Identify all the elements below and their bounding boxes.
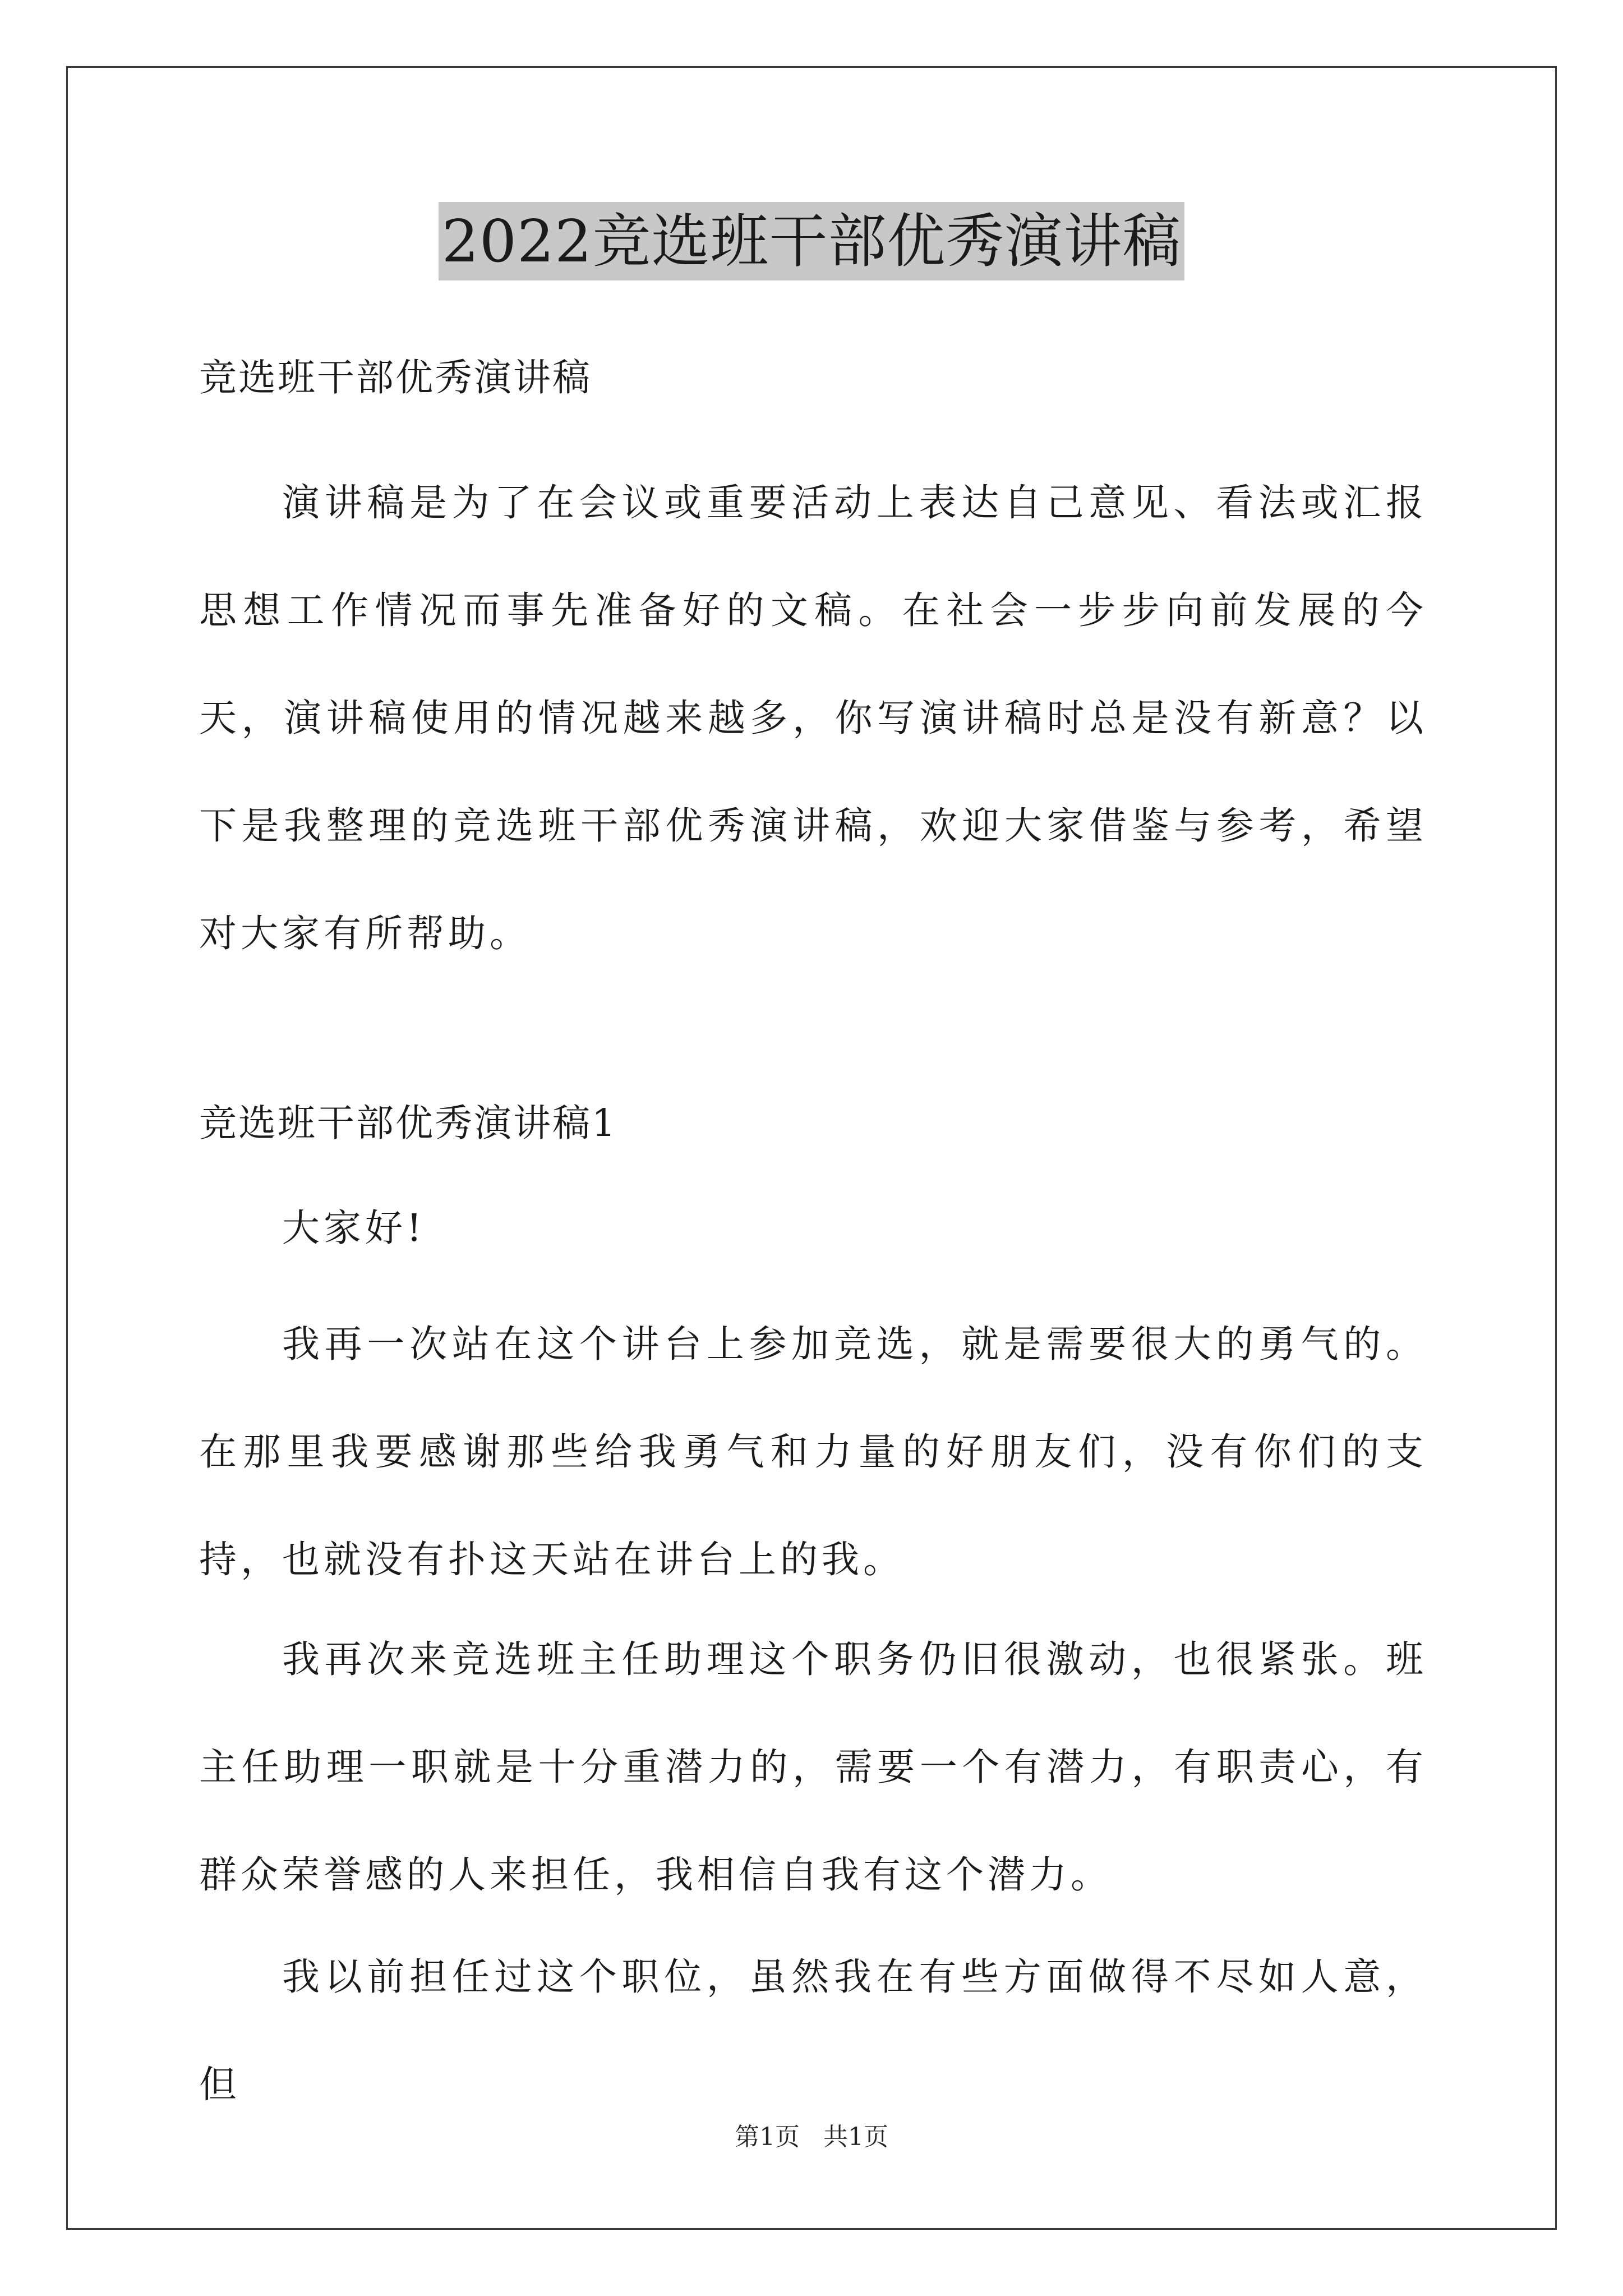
body-paragraph-1: 我再一次站在这个讲台上参加竞选，就是需要很大的勇气的。在那里我要感谢那些给我勇气和力量的好朋友们，没有你们的支持，也就没有扑这天站在讲台上的我。 <box>199 1322 1427 1581</box>
body-paragraph-2: 我再次来竞选班主任助理这个职务仍旧很激动，也很紧张。班主任助理一职就是十分重潜力的，需要一个有潜力，有职责心，有群众荣誉感的人来担任，我相信自我有这个潜力。 <box>199 1637 1427 1897</box>
body-paragraph-3: 我以前担任过这个职位，虽然我在有些方面做得不尽如人意，但 <box>199 1955 1427 2106</box>
page-total: 共1页 <box>823 2123 888 2151</box>
greeting-line: 大家好! <box>282 1206 426 1250</box>
document-subtitle: 竞选班干部优秀演讲稿 <box>199 356 592 399</box>
page-number: 第1页 <box>735 2123 800 2151</box>
section-heading: 竞选班干部优秀演讲稿1 <box>199 1101 617 1145</box>
document-title: 2022竞选班干部优秀演讲稿 <box>439 202 1185 280</box>
title-container <box>0 202 1623 280</box>
intro-paragraph: 演讲稿是为了在会议或重要活动上表达自己意见、看法或汇报思想工作情况而事先准备好的文稿。在社会一步步向前发展的今天，演讲稿使用的情况越来越多，你写演讲稿时总是没有新意？以下是我整理的竞选班干部优秀演讲稿，欢迎大家借鉴与参考，希望对大家有所帮助。 <box>199 481 1427 955</box>
page-footer <box>0 2120 1623 2154</box>
